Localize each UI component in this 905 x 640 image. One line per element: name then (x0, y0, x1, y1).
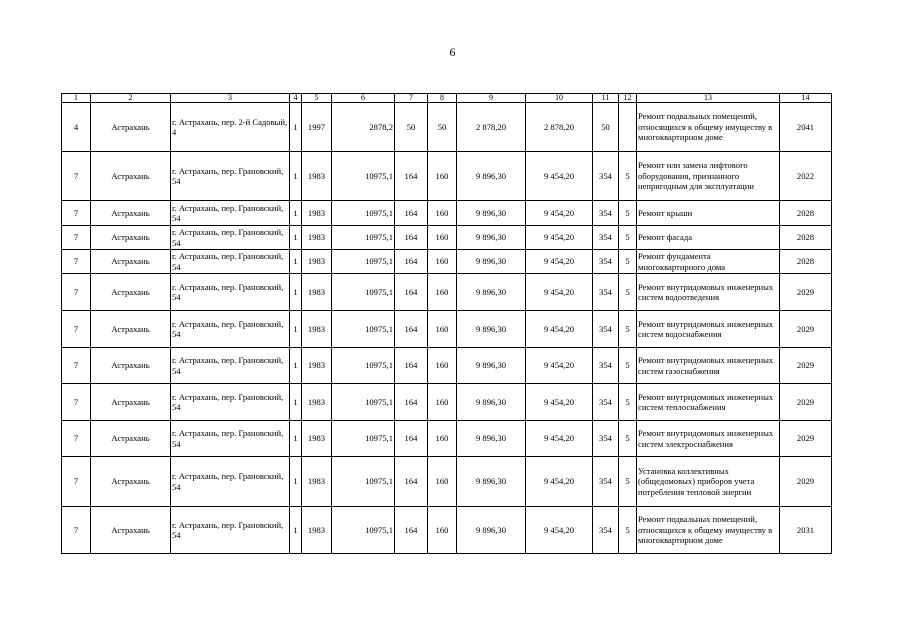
count-cell: 1 (290, 201, 302, 226)
address-cell: г. Астрахань, пер. Грановский, 54 (171, 384, 290, 421)
table-row (62, 201, 832, 226)
planned-year-cell: 2028 (780, 250, 832, 274)
floors-cell: 5 (619, 311, 637, 348)
planned-year-cell: 2022 (780, 152, 832, 201)
address-cell: г. Астрахань, пер. Грановский, 54 (171, 152, 290, 201)
apartments-cell: 160 (428, 507, 457, 554)
region-code-cell: 4 (62, 103, 91, 152)
column-number: 2 (91, 94, 171, 103)
address-cell: г. Астрахань, пер. 2-й Садовый, 4 (171, 103, 290, 152)
count-cell: 1 (290, 152, 302, 201)
planned-year-cell: 2029 (780, 384, 832, 421)
apartments-cell: 160 (428, 201, 457, 226)
work-type-cell: Ремонт подвальных помещений, относящихся к общему имуществу в многоквартирном доме (637, 103, 780, 152)
area-cell: 2878,2 (332, 103, 395, 152)
work-type-cell: Ремонт внутридомовых инженерных систем водоснабжения (637, 311, 780, 348)
planned-year-cell: 2028 (780, 226, 832, 250)
city-cell: Астрахань (91, 103, 171, 152)
address-cell: г. Астрахань, пер. Грановский, 54 (171, 250, 290, 274)
residents-cell: 50 (395, 103, 428, 152)
table-row (62, 421, 832, 457)
apartments-cell: 160 (428, 384, 457, 421)
total-count-cell: 354 (593, 457, 619, 507)
area-cell: 10975,1 (332, 226, 395, 250)
planned-year-cell: 2028 (780, 201, 832, 226)
region-code-cell: 7 (62, 421, 91, 457)
private-area-cell: 9 454,20 (526, 384, 593, 421)
region-code-cell: 7 (62, 274, 91, 311)
year-cell: 1983 (302, 201, 332, 226)
year-cell: 1983 (302, 457, 332, 507)
column-number: 6 (332, 94, 395, 103)
city-cell: Астрахань (91, 274, 171, 311)
planned-year-cell: 2031 (780, 507, 832, 554)
table-row (62, 226, 832, 250)
living-area-cell: 9 896,30 (457, 274, 526, 311)
year-cell: 1983 (302, 507, 332, 554)
floors-cell: 5 (619, 384, 637, 421)
region-code-cell: 7 (62, 152, 91, 201)
table-row (62, 507, 832, 554)
city-cell: Астрахань (91, 507, 171, 554)
year-cell: 1983 (302, 311, 332, 348)
count-cell: 1 (290, 274, 302, 311)
city-cell: Астрахань (91, 152, 171, 201)
private-area-cell: 9 454,20 (526, 421, 593, 457)
total-count-cell: 354 (593, 201, 619, 226)
work-type-cell: Ремонт крыши (637, 201, 780, 226)
city-cell: Астрахань (91, 384, 171, 421)
residents-cell: 164 (395, 421, 428, 457)
total-count-cell: 354 (593, 348, 619, 384)
region-code-cell: 7 (62, 311, 91, 348)
residents-cell: 164 (395, 226, 428, 250)
region-code-cell: 7 (62, 507, 91, 554)
address-cell: г. Астрахань, пер. Грановский, 54 (171, 274, 290, 311)
private-area-cell: 9 454,20 (526, 311, 593, 348)
living-area-cell: 9 896,30 (457, 226, 526, 250)
count-cell: 1 (290, 507, 302, 554)
area-cell: 10975,1 (332, 348, 395, 384)
region-code-cell: 7 (62, 226, 91, 250)
planned-year-cell: 2029 (780, 421, 832, 457)
residents-cell: 164 (395, 152, 428, 201)
total-count-cell: 354 (593, 421, 619, 457)
work-type-cell: Ремонт подвальных помещений, относящихся к общему имуществу в многоквартирном доме (637, 507, 780, 554)
floors-cell: 5 (619, 226, 637, 250)
floors-cell: 5 (619, 152, 637, 201)
floors-cell: 5 (619, 250, 637, 274)
living-area-cell: 2 878,20 (457, 103, 526, 152)
area-cell: 10975,1 (332, 201, 395, 226)
residents-cell: 164 (395, 311, 428, 348)
header-row (62, 94, 832, 103)
apartments-cell: 160 (428, 152, 457, 201)
address-cell: г. Астрахань, пер. Грановский, 54 (171, 457, 290, 507)
count-cell: 1 (290, 250, 302, 274)
planned-year-cell: 2029 (780, 274, 832, 311)
living-area-cell: 9 896,30 (457, 507, 526, 554)
residents-cell: 164 (395, 274, 428, 311)
private-area-cell: 2 878,20 (526, 103, 593, 152)
address-cell: г. Астрахань, пер. Грановский, 54 (171, 348, 290, 384)
city-cell: Астрахань (91, 226, 171, 250)
address-cell: г. Астрахань, пер. Грановский, 54 (171, 226, 290, 250)
work-type-cell: Ремонт внутридомовых инженерных систем водоотведения (637, 274, 780, 311)
floors-cell (619, 103, 637, 152)
work-type-cell: Ремонт или замена лифтового оборудования, признанного непригодным для эксплуатации (637, 152, 780, 201)
living-area-cell: 9 896,30 (457, 421, 526, 457)
region-code-cell: 7 (62, 201, 91, 226)
address-cell: г. Астрахань, пер. Грановский, 54 (171, 507, 290, 554)
table-row (62, 384, 832, 421)
floors-cell: 5 (619, 457, 637, 507)
count-cell: 1 (290, 226, 302, 250)
region-code-cell: 7 (62, 384, 91, 421)
living-area-cell: 9 896,30 (457, 311, 526, 348)
work-type-cell: Ремонт внутридомовых инженерных систем газоснабжения (637, 348, 780, 384)
planned-year-cell: 2029 (780, 348, 832, 384)
year-cell: 1983 (302, 274, 332, 311)
area-cell: 10975,1 (332, 457, 395, 507)
total-count-cell: 354 (593, 250, 619, 274)
work-type-cell: Установка коллективных (общедомовых) приборов учета потребления тепловой энергии (637, 457, 780, 507)
private-area-cell: 9 454,20 (526, 274, 593, 311)
column-number: 12 (619, 94, 637, 103)
area-cell: 10975,1 (332, 384, 395, 421)
table-row (62, 250, 832, 274)
table-body (62, 94, 832, 554)
residents-cell: 164 (395, 457, 428, 507)
apartments-cell: 160 (428, 250, 457, 274)
living-area-cell: 9 896,30 (457, 457, 526, 507)
total-count-cell: 354 (593, 384, 619, 421)
area-cell: 10975,1 (332, 507, 395, 554)
area-cell: 10975,1 (332, 274, 395, 311)
table-row (62, 311, 832, 348)
capital-repair-table (61, 93, 832, 554)
city-cell: Астрахань (91, 201, 171, 226)
count-cell: 1 (290, 384, 302, 421)
region-code-cell: 7 (62, 457, 91, 507)
residents-cell: 164 (395, 348, 428, 384)
living-area-cell: 9 896,30 (457, 348, 526, 384)
private-area-cell: 9 454,20 (526, 457, 593, 507)
year-cell: 1983 (302, 421, 332, 457)
floors-cell: 5 (619, 348, 637, 384)
work-type-cell: Ремонт фундамента многоквартирного дома (637, 250, 780, 274)
apartments-cell: 160 (428, 457, 457, 507)
column-number: 4 (290, 94, 302, 103)
planned-year-cell: 2029 (780, 457, 832, 507)
region-code-cell: 7 (62, 250, 91, 274)
private-area-cell: 9 454,20 (526, 201, 593, 226)
apartments-cell: 160 (428, 348, 457, 384)
column-number: 9 (457, 94, 526, 103)
column-number: 13 (637, 94, 780, 103)
total-count-cell: 354 (593, 274, 619, 311)
address-cell: г. Астрахань, пер. Грановский, 54 (171, 421, 290, 457)
table-row (62, 152, 832, 201)
column-number: 8 (428, 94, 457, 103)
table-row (62, 457, 832, 507)
city-cell: Астрахань (91, 250, 171, 274)
apartments-cell: 160 (428, 311, 457, 348)
address-cell: г. Астрахань, пер. Грановский, 54 (171, 201, 290, 226)
private-area-cell: 9 454,20 (526, 348, 593, 384)
table-row (62, 348, 832, 384)
year-cell: 1983 (302, 250, 332, 274)
region-code-cell: 7 (62, 348, 91, 384)
count-cell: 1 (290, 103, 302, 152)
residents-cell: 164 (395, 201, 428, 226)
residents-cell: 164 (395, 384, 428, 421)
apartments-cell: 50 (428, 103, 457, 152)
total-count-cell: 354 (593, 507, 619, 554)
year-cell: 1983 (302, 152, 332, 201)
column-number: 11 (593, 94, 619, 103)
count-cell: 1 (290, 421, 302, 457)
column-number: 1 (62, 94, 91, 103)
work-type-cell: Ремонт внутридомовых инженерных систем теплоснабжения (637, 384, 780, 421)
total-count-cell: 354 (593, 311, 619, 348)
floors-cell: 5 (619, 421, 637, 457)
living-area-cell: 9 896,30 (457, 201, 526, 226)
private-area-cell: 9 454,20 (526, 250, 593, 274)
table-row (62, 103, 832, 152)
living-area-cell: 9 896,30 (457, 250, 526, 274)
count-cell: 1 (290, 457, 302, 507)
private-area-cell: 9 454,20 (526, 226, 593, 250)
page-number: 6 (449, 45, 456, 59)
planned-year-cell: 2041 (780, 103, 832, 152)
total-count-cell: 354 (593, 152, 619, 201)
column-number: 5 (302, 94, 332, 103)
planned-year-cell: 2029 (780, 311, 832, 348)
area-cell: 10975,1 (332, 311, 395, 348)
city-cell: Астрахань (91, 311, 171, 348)
column-number: 10 (526, 94, 593, 103)
living-area-cell: 9 896,30 (457, 384, 526, 421)
living-area-cell: 9 896,30 (457, 152, 526, 201)
floors-cell: 5 (619, 274, 637, 311)
work-type-cell: Ремонт внутридомовых инженерных систем электроснабжения (637, 421, 780, 457)
column-number: 7 (395, 94, 428, 103)
floors-cell: 5 (619, 507, 637, 554)
residents-cell: 164 (395, 507, 428, 554)
count-cell: 1 (290, 311, 302, 348)
city-cell: Астрахань (91, 348, 171, 384)
work-type-cell: Ремонт фасада (637, 226, 780, 250)
year-cell: 1997 (302, 103, 332, 152)
floors-cell: 5 (619, 201, 637, 226)
count-cell: 1 (290, 348, 302, 384)
city-cell: Астрахань (91, 421, 171, 457)
total-count-cell: 354 (593, 226, 619, 250)
table-row (62, 274, 832, 311)
private-area-cell: 9 454,20 (526, 507, 593, 554)
city-cell: Астрахань (91, 457, 171, 507)
private-area-cell: 9 454,20 (526, 152, 593, 201)
apartments-cell: 160 (428, 226, 457, 250)
apartments-cell: 160 (428, 421, 457, 457)
area-cell: 10975,1 (332, 250, 395, 274)
apartments-cell: 160 (428, 274, 457, 311)
year-cell: 1983 (302, 348, 332, 384)
column-number: 3 (171, 94, 290, 103)
residents-cell: 164 (395, 250, 428, 274)
year-cell: 1983 (302, 384, 332, 421)
address-cell: г. Астрахань, пер. Грановский, 54 (171, 311, 290, 348)
column-number: 14 (780, 94, 832, 103)
area-cell: 10975,1 (332, 421, 395, 457)
total-count-cell: 50 (593, 103, 619, 152)
area-cell: 10975,1 (332, 152, 395, 201)
year-cell: 1983 (302, 226, 332, 250)
